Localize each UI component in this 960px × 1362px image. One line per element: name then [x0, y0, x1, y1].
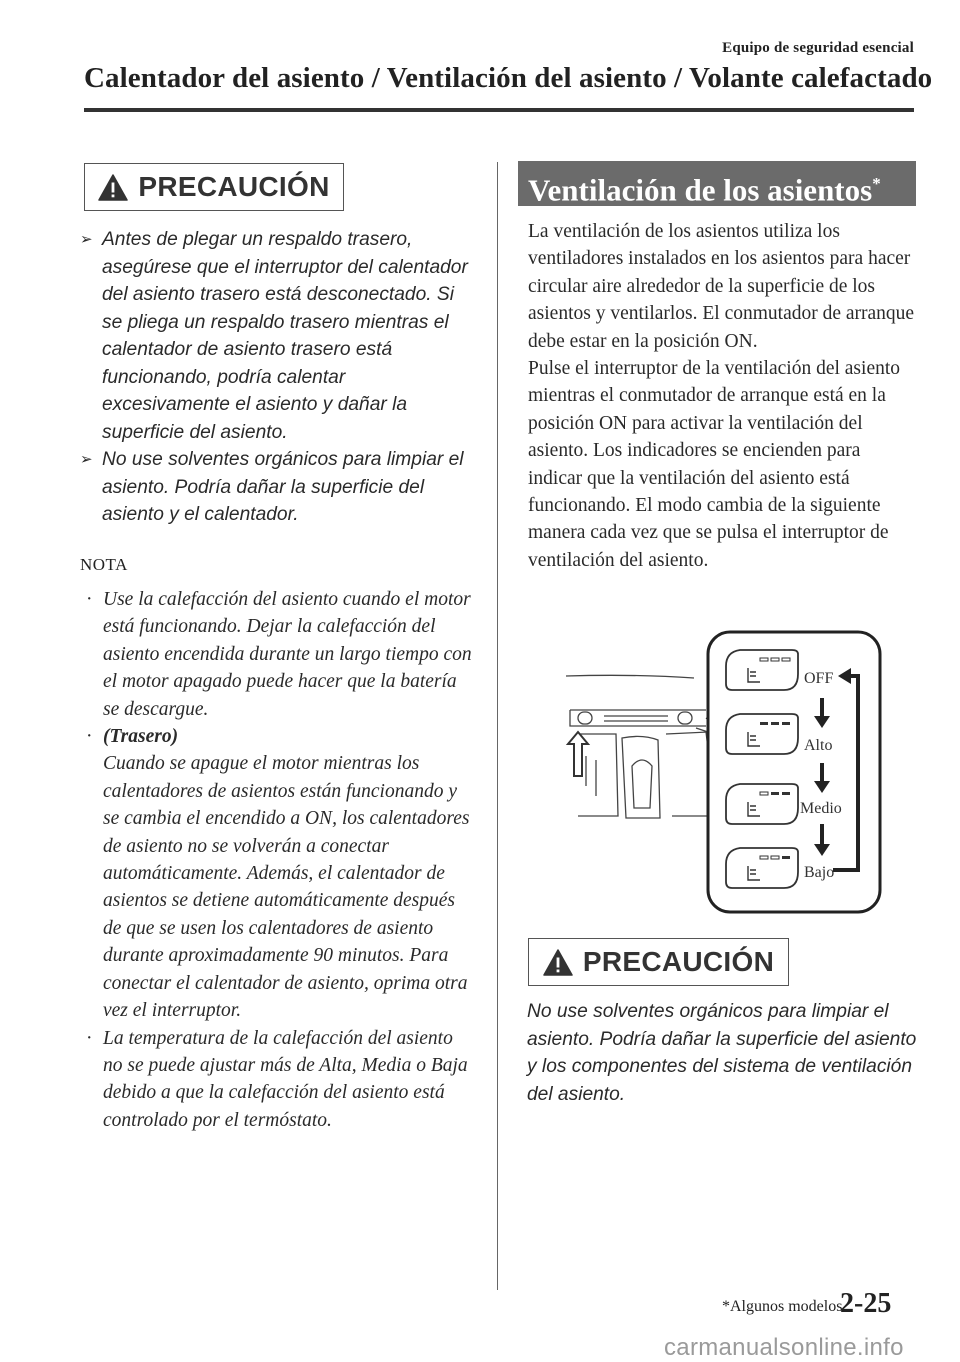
nota-subtitle: (Trasero): [103, 726, 179, 748]
ventilation-switch-figure: [556, 626, 886, 916]
caution-item: ➢ Antes de plegar un respaldo trasero, asegúrese que el interruptor del calentador del asiento trasero está desconectado. Si se pliega un respaldo trasero mientras el calentador de asiento trasero está funcionando, podría calentar excesivamente el asiento y dañar la superficie del asiento.: [80, 226, 472, 446]
arrow-bullet-icon: ➢: [80, 451, 93, 468]
caution-item: ➢ No use solventes orgánicos para limpiar el asiento. Podría dañar la superficie del asiento y el calentador.: [80, 446, 472, 529]
switch-medium-icon: [726, 784, 798, 824]
label-low: Bajo: [804, 864, 835, 881]
bullet-dot-icon: ·: [86, 1027, 93, 1049]
page-number: 2-25: [840, 1288, 892, 1319]
caution-header-left: [84, 163, 344, 211]
caution-header-right: [528, 938, 789, 986]
section-title: Ventilación de los asientos: [528, 172, 873, 208]
arrow-bullet-icon: ➢: [80, 231, 93, 248]
nota-item: · (Trasero) Cuando se apague el motor mientras los calentadores de asientos están funcionando y se cambia el encendido a ON, los calentadores de asiento no se volverán a conectar automáticamente. Además, el calentador de asientos se detiene automáticamente después de que se usen los calentadores de asiento durante aproximadamente 90 minutos. Para conectar el calentador de asiento, oprima otra vez el interruptor.: [86, 723, 476, 1024]
pointer-arrow-icon: [568, 732, 588, 776]
page-title: Calentador del asiento / Ventilación del asiento / Volante calefactado: [84, 62, 933, 94]
bullet-dot-icon: ·: [86, 589, 93, 610]
label-high: Alto: [804, 737, 833, 754]
dashboard-illustration: [566, 675, 716, 818]
section-title-mark: *: [872, 174, 881, 193]
bullet-dot-icon: ·: [86, 726, 93, 748]
switch-off-icon: [726, 650, 798, 690]
nota-item: · La temperatura de la calefacción del asiento no se puede ajustar más de Alta, Media o Baja debido a que la calefacción del asiento está controlado por el termóstato.: [86, 1025, 476, 1135]
caution-label: PRECAUCIÓN: [138, 171, 330, 202]
label-medium: Medio: [800, 800, 842, 817]
paragraph: La ventilación de los asientos utiliza los ventiladores instalados en los asientos para hacer circular aire alrededor de la superficie de los asientos y ventilarlos. El conmutador de arranque debe estar en la posición ON.: [528, 221, 915, 352]
caution-list-left: [80, 226, 472, 529]
column-divider: [497, 162, 498, 1290]
watermark: carmanualsonline.info: [664, 1334, 904, 1361]
footnote: *Algunos modelos: [722, 1298, 843, 1315]
section-label: Equipo de seguridad esencial: [722, 40, 914, 56]
nota-label: NOTA: [80, 555, 128, 574]
section-title-banner: [518, 161, 916, 206]
caution-text-right: No use solventes orgánicos para limpiar el asiento. Podría dañar la superficie del asiento y los componentes del sistema de ventilación del asiento.: [527, 1001, 917, 1105]
warning-icon: [543, 949, 573, 976]
caution-label: PRECAUCIÓN: [582, 946, 775, 977]
paragraph: Pulse el interruptor de la ventilación del asiento mientras el conmutador de arranque está en la posición ON para activar la ventilación del asiento. Los indicadores se encienden para indicar que la ventilación del asiento está funcionando. El modo cambia de la siguiente manera cada vez que se pulsa el interruptor de ventilación del asiento.: [528, 358, 901, 571]
ventilation-body: [528, 218, 918, 574]
switch-low-icon: [726, 848, 798, 888]
label-off: OFF: [804, 670, 834, 687]
switch-high-icon: [726, 714, 798, 754]
nota-item: · Use la calefacción del asiento cuando el motor está funcionando. Dejar la calefacción del asiento encendida durante un largo tiempo con el motor apagado puede hacer que la batería se descargue.: [86, 586, 476, 723]
title-rule: [84, 108, 914, 112]
nota-list: [86, 586, 476, 1134]
warning-icon: [98, 174, 128, 201]
